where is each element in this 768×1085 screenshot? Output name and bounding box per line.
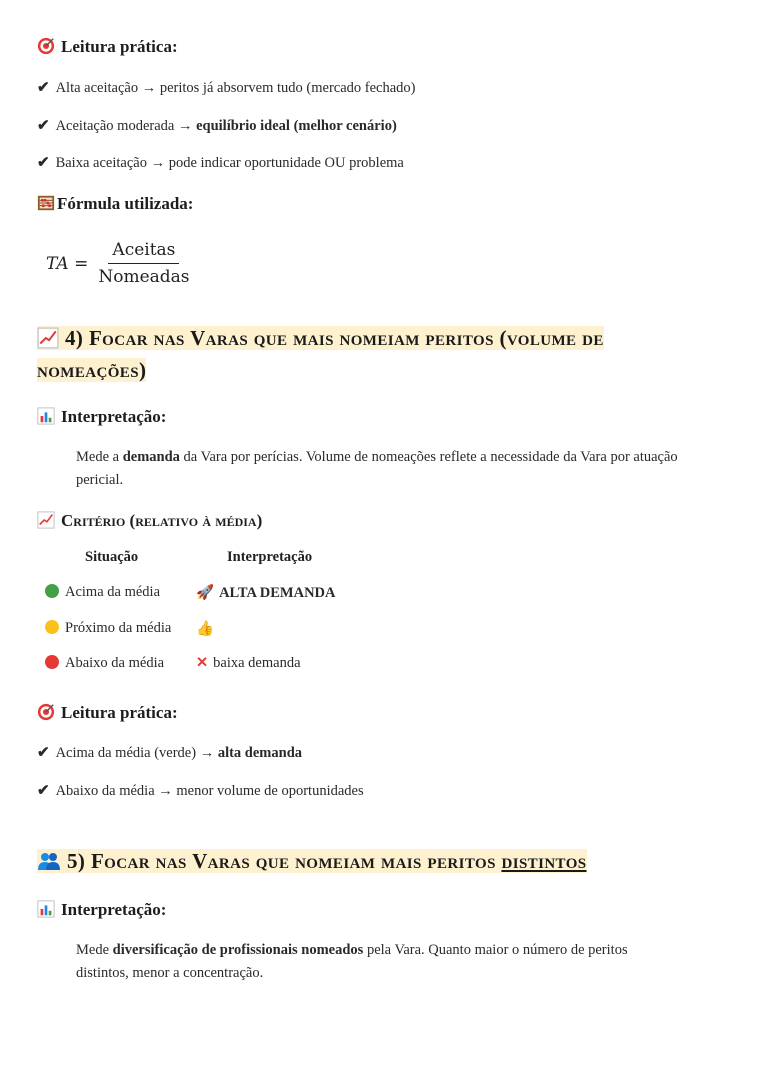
chart-increasing-icon: [37, 511, 55, 529]
leitura-heading-1: Leitura prática:: [37, 37, 178, 57]
leitura-item-2: ✔ Aceitação moderada → equilíbrio ideal (melhor cenário): [37, 118, 397, 134]
leitura2-item-2: ✔ Abaixo da média → menor volume de oportunidades: [37, 783, 364, 799]
thumbs-up-icon: 👍: [196, 621, 215, 637]
yellow-circle-icon: [45, 620, 59, 634]
bar-chart-icon: [37, 900, 55, 918]
red-circle-icon: [45, 655, 59, 669]
formula-fraction: [94, 240, 193, 287]
leitura-item-3: ✔ Baixa aceitação → pode indicar oportunidade OU problema: [37, 155, 404, 171]
table-row-2-situacao: Próximo da média: [45, 620, 171, 637]
section4-criterio-heading: Critério (relativo à média): [37, 511, 262, 531]
checkmark-icon: ✔: [37, 745, 50, 761]
table-row-3-interpretacao: ✕ baixa demanda: [196, 655, 301, 671]
cross-mark-icon: ✕: [196, 655, 209, 671]
section5-interp-text: Mede diversificação de profissionais nomeados pela Vara. Quanto maior o número de peritos distintos, menor a concentração.: [76, 942, 628, 981]
chart-increasing-icon: [37, 327, 59, 349]
formula-ta: [46, 240, 194, 287]
section4-title-line1: [37, 326, 604, 351]
bar-chart-icon: [37, 407, 55, 425]
formula-heading: Fórmula utilizada:: [37, 194, 193, 214]
rocket-icon: 🚀: [196, 585, 215, 601]
checkmark-icon: ✔: [37, 783, 50, 799]
leitura2-item-1: ✔ Acima da média (verde) → alta demanda: [37, 745, 303, 761]
section4-title-line2: nomeações): [37, 358, 147, 382]
table-row-3-situacao: Abaixo da média: [45, 655, 164, 672]
checkmark-icon: ✔: [37, 118, 50, 134]
section5-interp-heading: Interpretação:: [37, 900, 166, 920]
table-header-interpretacao: Interpretação: [227, 549, 313, 565]
section5-title-highlight: 5) Focar nas Varas que nomeiam mais peritos distintos: [37, 849, 587, 873]
checkmark-icon: ✔: [37, 155, 50, 171]
table-row-2-interpretacao: [196, 620, 214, 638]
target-icon: [37, 37, 55, 55]
section4-interp-text: Mede a demanda da Vara por perícias. Volume de nomeações reflete a necessidade da Vara por atuação pericial.: [76, 449, 678, 488]
table-row-1-situacao: Acima da média: [45, 584, 160, 601]
section4-title-highlight: 4) Focar nas Varas que mais nomeiam peritos (volume de: [37, 326, 604, 350]
people-icon: [37, 850, 61, 872]
formula-numerator: Aceitas: [108, 240, 179, 264]
section5-title: [37, 849, 587, 874]
table-header-situacao: Situação: [85, 549, 139, 565]
abacus-icon: [37, 194, 55, 212]
target-icon: [37, 703, 55, 721]
green-circle-icon: [45, 584, 59, 598]
checkmark-icon: ✔: [37, 80, 50, 96]
leitura-heading-2: Leitura prática:: [37, 703, 178, 723]
section4-interp-heading: Interpretação:: [37, 407, 166, 427]
table-row-1-interpretacao: 🚀 ALTA DEMANDA: [196, 585, 336, 601]
formula-lhs: TA =: [46, 253, 89, 274]
formula-denominator: Nomeadas: [98, 267, 190, 287]
leitura-item-1: ✔ Alta aceitação → peritos já absorvem tudo (mercado fechado): [37, 80, 416, 96]
